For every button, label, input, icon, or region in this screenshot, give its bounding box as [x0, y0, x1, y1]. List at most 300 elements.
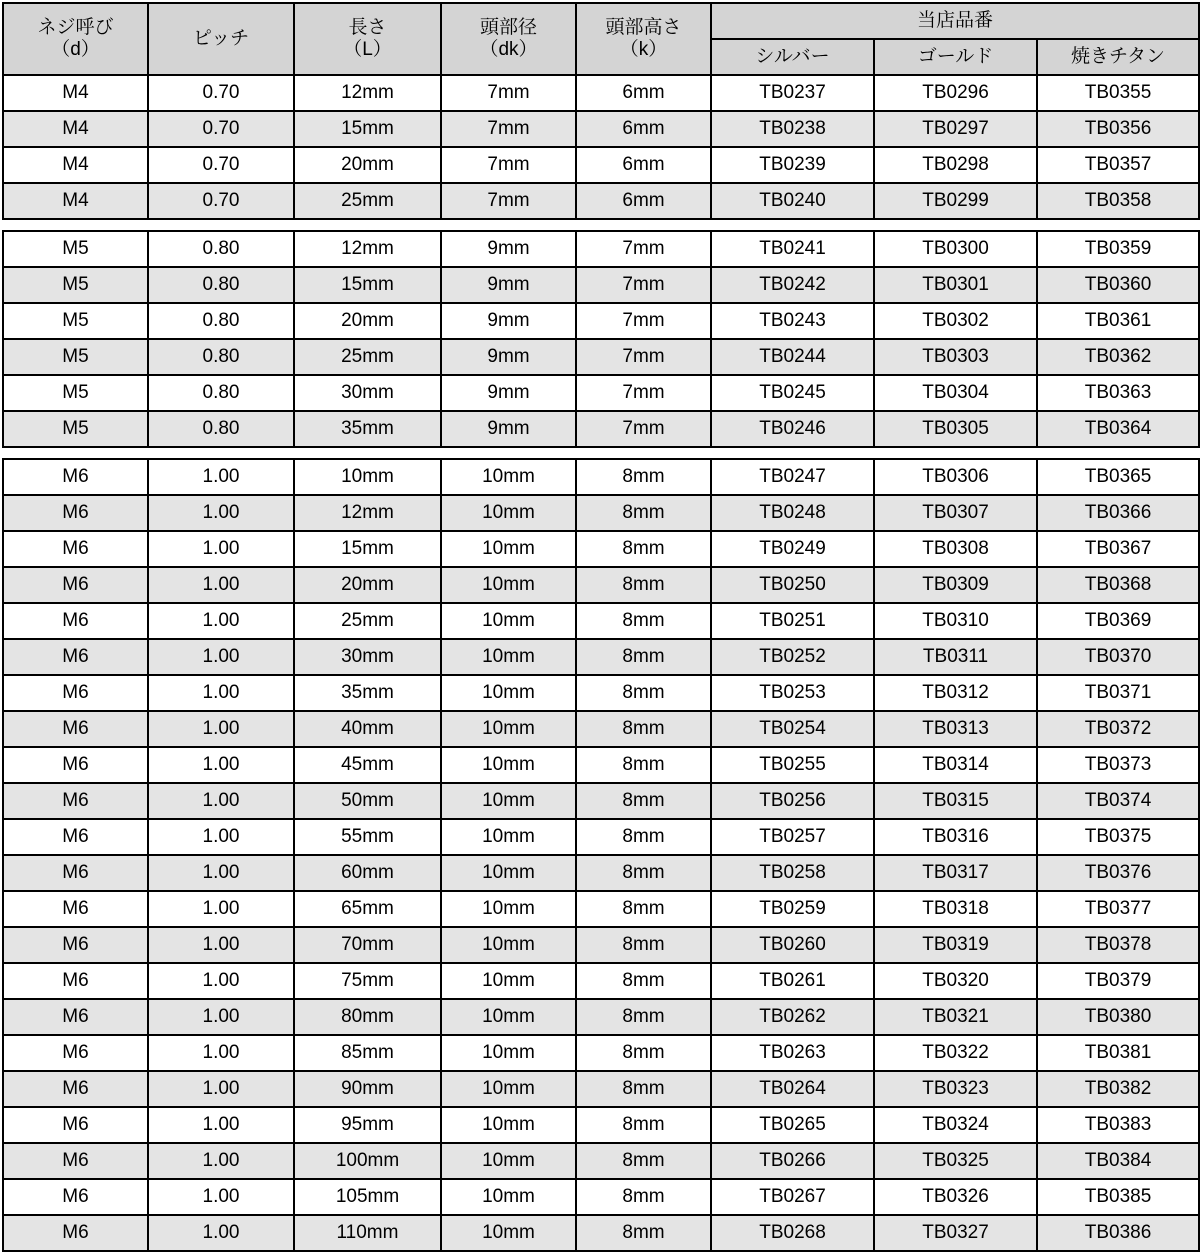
cell-part-gold: TB0313: [874, 711, 1037, 747]
header-head-height-sub: （k）: [619, 39, 668, 60]
cell-part-silver: TB0259: [711, 891, 874, 927]
cell-part-silver: TB0265: [711, 1107, 874, 1143]
table-row: [3, 819, 1199, 855]
cell-thread-size: M6: [3, 1071, 148, 1107]
cell-part-silver: TB0257: [711, 819, 874, 855]
group-separator: [3, 447, 1199, 459]
table-header: [3, 3, 1199, 75]
header-part-number-burnt-titanium: 焼きチタン: [1037, 39, 1199, 75]
cell-part-silver: TB0244: [711, 339, 874, 375]
cell-part-silver: TB0246: [711, 411, 874, 447]
cell-head-diameter: 7mm: [441, 147, 576, 183]
cell-head-diameter: 10mm: [441, 855, 576, 891]
cell-thread-size: M4: [3, 75, 148, 111]
cell-part-burnt-titanium: TB0359: [1037, 231, 1199, 267]
cell-head-diameter: 7mm: [441, 75, 576, 111]
cell-pitch: 0.70: [148, 75, 294, 111]
cell-head-height: 8mm: [576, 1179, 711, 1215]
table-row: [3, 303, 1199, 339]
cell-part-burnt-titanium: TB0373: [1037, 747, 1199, 783]
cell-part-gold: TB0311: [874, 639, 1037, 675]
cell-part-burnt-titanium: TB0384: [1037, 1143, 1199, 1179]
cell-part-burnt-titanium: TB0357: [1037, 147, 1199, 183]
cell-head-diameter: 9mm: [441, 303, 576, 339]
cell-pitch: 1.00: [148, 855, 294, 891]
cell-head-height: 8mm: [576, 459, 711, 495]
cell-part-silver: TB0251: [711, 603, 874, 639]
table-row: [3, 891, 1199, 927]
table-row: [3, 855, 1199, 891]
cell-thread-size: M6: [3, 711, 148, 747]
cell-length: 20mm: [294, 147, 441, 183]
cell-part-burnt-titanium: TB0362: [1037, 339, 1199, 375]
cell-head-height: 8mm: [576, 783, 711, 819]
table-row: [3, 111, 1199, 147]
cell-head-diameter: 7mm: [441, 111, 576, 147]
cell-part-burnt-titanium: TB0376: [1037, 855, 1199, 891]
table-row: [3, 639, 1199, 675]
cell-part-silver: TB0253: [711, 675, 874, 711]
cell-head-height: 8mm: [576, 1107, 711, 1143]
cell-thread-size: M5: [3, 303, 148, 339]
cell-part-gold: TB0321: [874, 999, 1037, 1035]
table-row: [3, 1035, 1199, 1071]
cell-part-gold: TB0301: [874, 267, 1037, 303]
cell-part-silver: TB0266: [711, 1143, 874, 1179]
cell-part-gold: TB0316: [874, 819, 1037, 855]
cell-length: 85mm: [294, 1035, 441, 1071]
cell-head-height: 8mm: [576, 999, 711, 1035]
cell-thread-size: M6: [3, 1215, 148, 1251]
cell-thread-size: M5: [3, 267, 148, 303]
cell-head-height: 7mm: [576, 267, 711, 303]
cell-head-diameter: 10mm: [441, 675, 576, 711]
cell-pitch: 0.80: [148, 267, 294, 303]
table-row: [3, 963, 1199, 999]
cell-part-burnt-titanium: TB0364: [1037, 411, 1199, 447]
cell-part-gold: TB0309: [874, 567, 1037, 603]
cell-thread-size: M5: [3, 231, 148, 267]
cell-head-height: 8mm: [576, 639, 711, 675]
cell-head-height: 6mm: [576, 147, 711, 183]
cell-part-gold: TB0317: [874, 855, 1037, 891]
cell-head-height: 7mm: [576, 339, 711, 375]
cell-head-diameter: 9mm: [441, 375, 576, 411]
cell-head-diameter: 10mm: [441, 891, 576, 927]
cell-pitch: 0.80: [148, 411, 294, 447]
cell-head-height: 8mm: [576, 1143, 711, 1179]
table-row: [3, 603, 1199, 639]
cell-part-silver: TB0241: [711, 231, 874, 267]
cell-pitch: 1.00: [148, 495, 294, 531]
cell-head-diameter: 10mm: [441, 1143, 576, 1179]
cell-head-diameter: 10mm: [441, 1035, 576, 1071]
cell-head-height: 7mm: [576, 375, 711, 411]
cell-part-gold: TB0323: [874, 1071, 1037, 1107]
cell-head-height: 8mm: [576, 711, 711, 747]
cell-part-silver: TB0267: [711, 1179, 874, 1215]
cell-thread-size: M6: [3, 927, 148, 963]
cell-length: 90mm: [294, 1071, 441, 1107]
cell-thread-size: M6: [3, 675, 148, 711]
cell-part-silver: TB0260: [711, 927, 874, 963]
group-separator-cell: [3, 447, 1199, 459]
cell-length: 75mm: [294, 963, 441, 999]
cell-part-burnt-titanium: TB0380: [1037, 999, 1199, 1035]
cell-length: 80mm: [294, 999, 441, 1035]
cell-length: 12mm: [294, 231, 441, 267]
cell-head-diameter: 10mm: [441, 567, 576, 603]
table-row: [3, 711, 1199, 747]
cell-length: 30mm: [294, 639, 441, 675]
spec-sheet: [0, 2, 1200, 1252]
cell-head-height: 8mm: [576, 747, 711, 783]
cell-head-height: 8mm: [576, 567, 711, 603]
cell-length: 40mm: [294, 711, 441, 747]
cell-part-burnt-titanium: TB0355: [1037, 75, 1199, 111]
cell-part-silver: TB0248: [711, 495, 874, 531]
cell-part-gold: TB0299: [874, 183, 1037, 219]
cell-part-burnt-titanium: TB0367: [1037, 531, 1199, 567]
cell-part-silver: TB0258: [711, 855, 874, 891]
cell-length: 25mm: [294, 603, 441, 639]
cell-length: 15mm: [294, 267, 441, 303]
cell-thread-size: M6: [3, 855, 148, 891]
table-row: [3, 339, 1199, 375]
cell-head-diameter: 10mm: [441, 783, 576, 819]
table-row: [3, 531, 1199, 567]
cell-part-gold: TB0325: [874, 1143, 1037, 1179]
cell-pitch: 0.70: [148, 111, 294, 147]
cell-part-burnt-titanium: TB0372: [1037, 711, 1199, 747]
cell-part-silver: TB0263: [711, 1035, 874, 1071]
cell-thread-size: M6: [3, 459, 148, 495]
table-row: [3, 1143, 1199, 1179]
cell-head-height: 8mm: [576, 927, 711, 963]
table-row: [3, 375, 1199, 411]
cell-part-gold: TB0319: [874, 927, 1037, 963]
cell-part-silver: TB0249: [711, 531, 874, 567]
header-row-main: [3, 3, 1199, 39]
header-head-height: [576, 3, 711, 75]
header-thread-size-sub: （d）: [51, 39, 100, 60]
cell-length: 60mm: [294, 855, 441, 891]
cell-head-height: 8mm: [576, 1215, 711, 1251]
cell-part-gold: TB0298: [874, 147, 1037, 183]
cell-thread-size: M4: [3, 147, 148, 183]
cell-part-burnt-titanium: TB0377: [1037, 891, 1199, 927]
cell-thread-size: M6: [3, 1143, 148, 1179]
cell-part-gold: TB0326: [874, 1179, 1037, 1215]
table-row: [3, 999, 1199, 1035]
cell-thread-size: M6: [3, 783, 148, 819]
cell-part-burnt-titanium: TB0356: [1037, 111, 1199, 147]
cell-pitch: 0.80: [148, 231, 294, 267]
cell-head-diameter: 10mm: [441, 963, 576, 999]
cell-length: 15mm: [294, 111, 441, 147]
cell-length: 45mm: [294, 747, 441, 783]
cell-thread-size: M5: [3, 375, 148, 411]
header-part-number-group: 当店品番: [711, 3, 1199, 39]
cell-head-height: 6mm: [576, 183, 711, 219]
cell-part-gold: TB0318: [874, 891, 1037, 927]
group-separator: [3, 219, 1199, 231]
cell-part-burnt-titanium: TB0361: [1037, 303, 1199, 339]
cell-part-gold: TB0327: [874, 1215, 1037, 1251]
cell-part-silver: TB0240: [711, 183, 874, 219]
cell-pitch: 0.80: [148, 375, 294, 411]
table-row: [3, 267, 1199, 303]
cell-head-diameter: 10mm: [441, 927, 576, 963]
cell-thread-size: M6: [3, 819, 148, 855]
cell-part-gold: TB0312: [874, 675, 1037, 711]
cell-length: 25mm: [294, 183, 441, 219]
cell-head-height: 8mm: [576, 1071, 711, 1107]
cell-part-gold: TB0297: [874, 111, 1037, 147]
cell-thread-size: M6: [3, 1035, 148, 1071]
cell-part-silver: TB0242: [711, 267, 874, 303]
cell-head-diameter: 9mm: [441, 231, 576, 267]
cell-length: 105mm: [294, 1179, 441, 1215]
cell-part-gold: TB0296: [874, 75, 1037, 111]
cell-part-gold: TB0324: [874, 1107, 1037, 1143]
cell-part-gold: TB0303: [874, 339, 1037, 375]
cell-head-diameter: 10mm: [441, 999, 576, 1035]
table-row: [3, 927, 1199, 963]
cell-length: 20mm: [294, 303, 441, 339]
cell-part-silver: TB0252: [711, 639, 874, 675]
cell-part-silver: TB0237: [711, 75, 874, 111]
cell-length: 35mm: [294, 675, 441, 711]
cell-part-silver: TB0247: [711, 459, 874, 495]
cell-pitch: 1.00: [148, 747, 294, 783]
cell-pitch: 1.00: [148, 459, 294, 495]
header-part-number-silver: シルバー: [711, 39, 874, 75]
cell-head-height: 6mm: [576, 111, 711, 147]
cell-part-gold: TB0304: [874, 375, 1037, 411]
cell-thread-size: M6: [3, 1107, 148, 1143]
cell-length: 50mm: [294, 783, 441, 819]
cell-part-burnt-titanium: TB0379: [1037, 963, 1199, 999]
header-pitch: ピッチ: [148, 3, 294, 75]
cell-pitch: 1.00: [148, 1107, 294, 1143]
cell-part-burnt-titanium: TB0375: [1037, 819, 1199, 855]
cell-head-diameter: 10mm: [441, 711, 576, 747]
cell-head-height: 8mm: [576, 1035, 711, 1071]
cell-thread-size: M6: [3, 1179, 148, 1215]
cell-part-gold: TB0300: [874, 231, 1037, 267]
cell-part-gold: TB0322: [874, 1035, 1037, 1071]
cell-pitch: 1.00: [148, 1215, 294, 1251]
cell-thread-size: M4: [3, 111, 148, 147]
cell-thread-size: M5: [3, 339, 148, 375]
cell-length: 95mm: [294, 1107, 441, 1143]
cell-part-gold: TB0320: [874, 963, 1037, 999]
cell-length: 65mm: [294, 891, 441, 927]
cell-head-diameter: 10mm: [441, 495, 576, 531]
cell-part-gold: TB0310: [874, 603, 1037, 639]
cell-head-diameter: 10mm: [441, 531, 576, 567]
table-row: [3, 567, 1199, 603]
cell-part-gold: TB0315: [874, 783, 1037, 819]
cell-length: 30mm: [294, 375, 441, 411]
cell-head-height: 7mm: [576, 411, 711, 447]
cell-pitch: 1.00: [148, 531, 294, 567]
cell-length: 12mm: [294, 495, 441, 531]
table-body: [3, 75, 1199, 1251]
cell-pitch: 0.70: [148, 147, 294, 183]
header-head-height-main: 頭部高さ: [605, 17, 682, 39]
cell-part-silver: TB0238: [711, 111, 874, 147]
table-row: [3, 75, 1199, 111]
cell-thread-size: M6: [3, 747, 148, 783]
table-row: [3, 459, 1199, 495]
cell-part-burnt-titanium: TB0368: [1037, 567, 1199, 603]
header-head-diameter: [441, 3, 576, 75]
cell-thread-size: M6: [3, 495, 148, 531]
cell-part-silver: TB0264: [711, 1071, 874, 1107]
cell-head-height: 8mm: [576, 603, 711, 639]
cell-length: 25mm: [294, 339, 441, 375]
cell-part-silver: TB0245: [711, 375, 874, 411]
cell-part-silver: TB0243: [711, 303, 874, 339]
cell-head-height: 8mm: [576, 531, 711, 567]
cell-pitch: 1.00: [148, 639, 294, 675]
cell-head-diameter: 7mm: [441, 183, 576, 219]
cell-part-burnt-titanium: TB0386: [1037, 1215, 1199, 1251]
cell-thread-size: M6: [3, 963, 148, 999]
cell-thread-size: M6: [3, 531, 148, 567]
header-thread-size: [3, 3, 148, 75]
cell-part-gold: TB0308: [874, 531, 1037, 567]
cell-part-gold: TB0305: [874, 411, 1037, 447]
header-length-sub: （L）: [343, 39, 392, 60]
cell-part-burnt-titanium: TB0378: [1037, 927, 1199, 963]
table-row: [3, 747, 1199, 783]
cell-part-silver: TB0239: [711, 147, 874, 183]
cell-head-height: 8mm: [576, 495, 711, 531]
cell-part-silver: TB0261: [711, 963, 874, 999]
cell-pitch: 0.80: [148, 339, 294, 375]
cell-head-height: 7mm: [576, 231, 711, 267]
table-row: [3, 231, 1199, 267]
table-row: [3, 183, 1199, 219]
cell-part-burnt-titanium: TB0381: [1037, 1035, 1199, 1071]
header-thread-size-main: ネジ呼び: [37, 17, 114, 39]
cell-pitch: 1.00: [148, 783, 294, 819]
table-row: [3, 1071, 1199, 1107]
cell-head-diameter: 9mm: [441, 411, 576, 447]
header-length-main: 長さ: [348, 17, 387, 39]
cell-part-burnt-titanium: TB0385: [1037, 1179, 1199, 1215]
table-row: [3, 1179, 1199, 1215]
cell-thread-size: M6: [3, 567, 148, 603]
cell-length: 100mm: [294, 1143, 441, 1179]
cell-length: 55mm: [294, 819, 441, 855]
cell-length: 35mm: [294, 411, 441, 447]
cell-head-diameter: 10mm: [441, 1071, 576, 1107]
cell-part-burnt-titanium: TB0360: [1037, 267, 1199, 303]
cell-thread-size: M5: [3, 411, 148, 447]
cell-head-diameter: 10mm: [441, 639, 576, 675]
cell-head-height: 8mm: [576, 891, 711, 927]
cell-head-diameter: 10mm: [441, 603, 576, 639]
cell-head-height: 8mm: [576, 963, 711, 999]
cell-head-diameter: 9mm: [441, 267, 576, 303]
group-separator-cell: [3, 219, 1199, 231]
cell-pitch: 1.00: [148, 567, 294, 603]
cell-head-diameter: 10mm: [441, 459, 576, 495]
table-row: [3, 1215, 1199, 1251]
cell-pitch: 1.00: [148, 1035, 294, 1071]
cell-head-height: 7mm: [576, 303, 711, 339]
cell-pitch: 1.00: [148, 891, 294, 927]
cell-thread-size: M4: [3, 183, 148, 219]
table-row: [3, 495, 1199, 531]
cell-part-silver: TB0255: [711, 747, 874, 783]
cell-part-gold: TB0302: [874, 303, 1037, 339]
cell-part-gold: TB0314: [874, 747, 1037, 783]
cell-thread-size: M6: [3, 999, 148, 1035]
cell-part-silver: TB0256: [711, 783, 874, 819]
cell-head-diameter: 10mm: [441, 1179, 576, 1215]
cell-part-burnt-titanium: TB0374: [1037, 783, 1199, 819]
cell-pitch: 1.00: [148, 1179, 294, 1215]
screw-spec-table: [2, 2, 1200, 1252]
cell-thread-size: M6: [3, 891, 148, 927]
cell-part-gold: TB0306: [874, 459, 1037, 495]
cell-length: 70mm: [294, 927, 441, 963]
cell-head-diameter: 10mm: [441, 819, 576, 855]
cell-pitch: 1.00: [148, 999, 294, 1035]
cell-pitch: 1.00: [148, 675, 294, 711]
cell-part-gold: TB0307: [874, 495, 1037, 531]
cell-head-diameter: 9mm: [441, 339, 576, 375]
cell-length: 12mm: [294, 75, 441, 111]
cell-part-burnt-titanium: TB0383: [1037, 1107, 1199, 1143]
cell-thread-size: M6: [3, 639, 148, 675]
cell-head-height: 8mm: [576, 819, 711, 855]
cell-length: 110mm: [294, 1215, 441, 1251]
cell-head-diameter: 10mm: [441, 747, 576, 783]
cell-pitch: 0.70: [148, 183, 294, 219]
header-part-number-gold: ゴールド: [874, 39, 1037, 75]
cell-part-burnt-titanium: TB0365: [1037, 459, 1199, 495]
cell-length: 15mm: [294, 531, 441, 567]
cell-part-burnt-titanium: TB0363: [1037, 375, 1199, 411]
cell-head-height: 8mm: [576, 675, 711, 711]
cell-pitch: 1.00: [148, 711, 294, 747]
cell-part-burnt-titanium: TB0358: [1037, 183, 1199, 219]
table-row: [3, 1107, 1199, 1143]
cell-thread-size: M6: [3, 603, 148, 639]
cell-pitch: 1.00: [148, 1071, 294, 1107]
table-row: [3, 783, 1199, 819]
cell-pitch: 1.00: [148, 927, 294, 963]
cell-head-height: 8mm: [576, 855, 711, 891]
cell-part-silver: TB0262: [711, 999, 874, 1035]
table-row: [3, 411, 1199, 447]
cell-part-silver: TB0268: [711, 1215, 874, 1251]
cell-pitch: 1.00: [148, 819, 294, 855]
table-row: [3, 147, 1199, 183]
cell-part-burnt-titanium: TB0369: [1037, 603, 1199, 639]
cell-pitch: 1.00: [148, 1143, 294, 1179]
cell-head-diameter: 10mm: [441, 1215, 576, 1251]
table-row: [3, 675, 1199, 711]
cell-length: 20mm: [294, 567, 441, 603]
cell-head-diameter: 10mm: [441, 1107, 576, 1143]
